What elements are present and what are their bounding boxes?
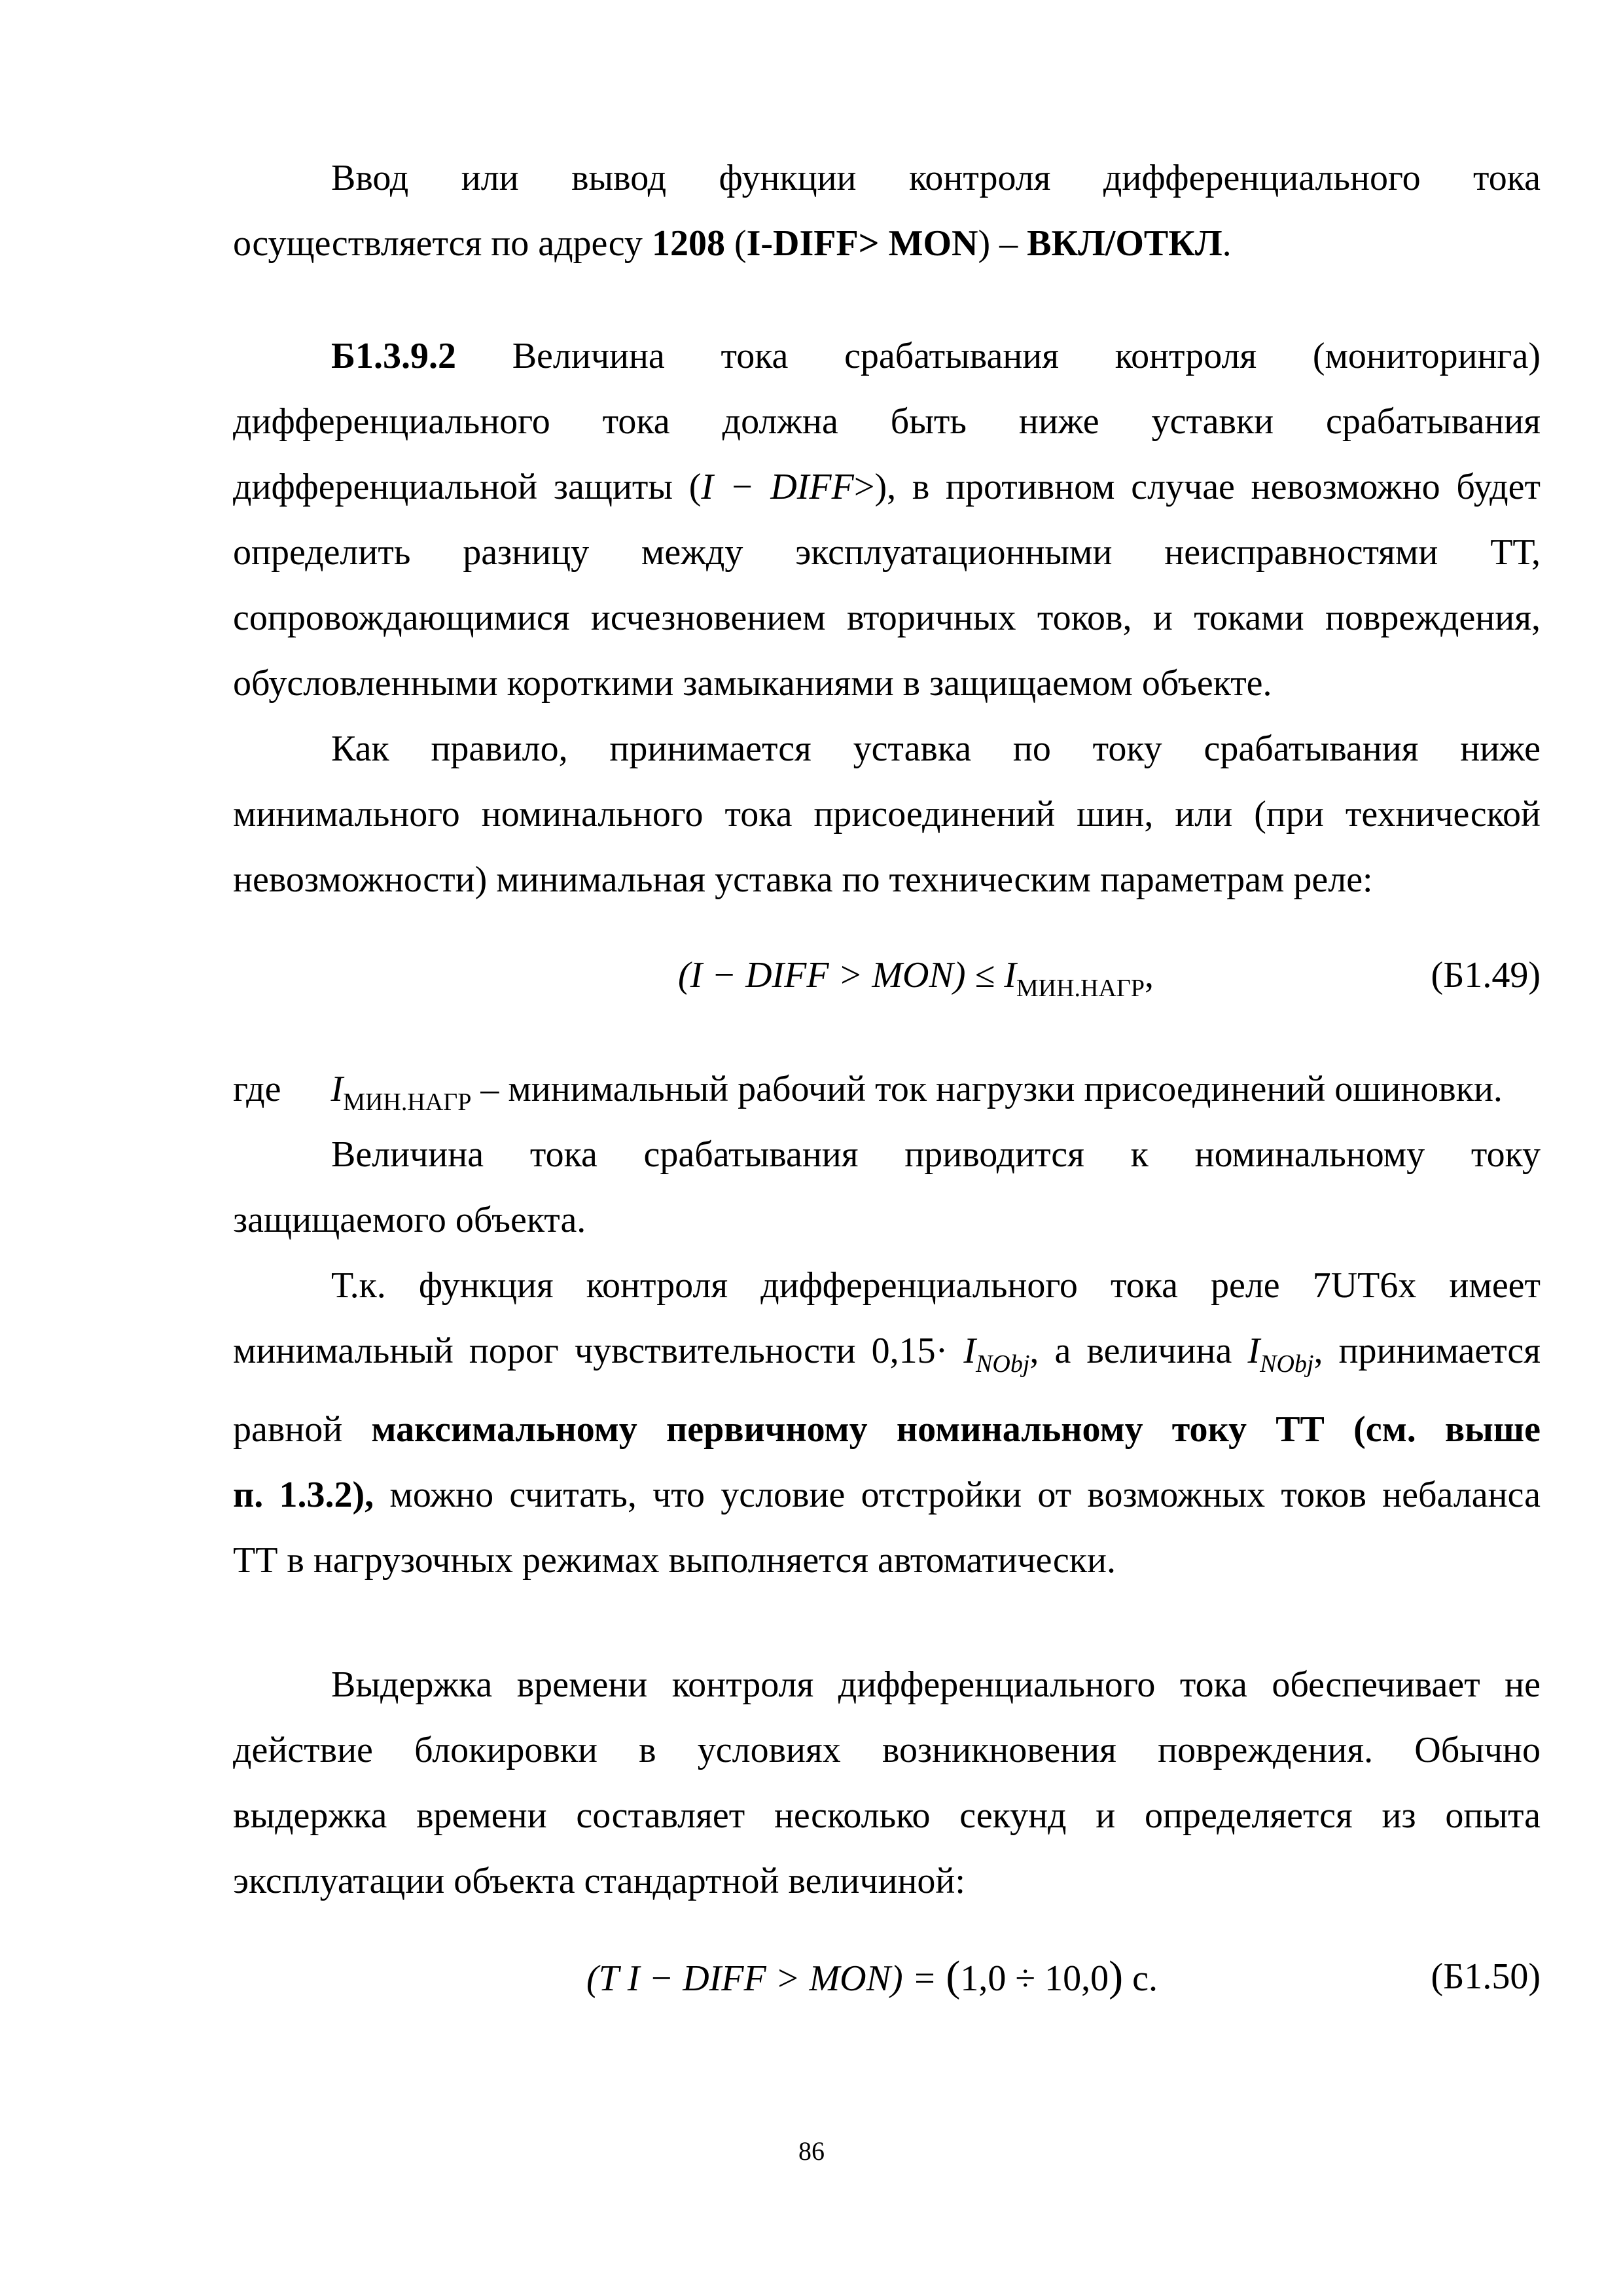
- text: .: [1222, 223, 1232, 264]
- text: минимальный порог чувствительности: [233, 1331, 872, 1371]
- text: определить разницу между эксплуатационными неисправностями ТТ,: [233, 532, 1541, 573]
- text: – минимальный рабочий ток нагрузки присоединений ошиновки.: [471, 1069, 1503, 1109]
- paragraph-5-line-5: [233, 1528, 1541, 1593]
- text: осуществляется по адресу: [233, 223, 652, 264]
- paragraph-2-line-4: [233, 520, 1541, 585]
- paragraph-6-line-3: [233, 1783, 1541, 1848]
- text: (: [724, 223, 747, 264]
- paragraph-5-line-1: [233, 1253, 1541, 1318]
- text: минимального номинального тока присоединений шин, или (при технической: [233, 794, 1541, 834]
- unit: с.: [1123, 1958, 1158, 1999]
- text: , принимается: [1313, 1331, 1541, 1371]
- symbol: I: [963, 1331, 976, 1371]
- text: (I − DIFF > MON) ≤ I: [678, 955, 1016, 996]
- value-range: 1,0 ÷ 10,0: [960, 1958, 1109, 1999]
- subscript: NObj: [1260, 1350, 1314, 1378]
- subscript: МИН.НАГР: [343, 1088, 472, 1116]
- bold-text: максимальному первичному номинальному току ТТ (см. выше: [371, 1409, 1541, 1450]
- text: Выдержка времени контроля дифференциального тока обеспечивает не: [331, 1664, 1541, 1705]
- text: невозможности) минимальная уставка по техническим параметрам реле:: [233, 859, 1373, 900]
- address-number: 1208: [651, 223, 725, 264]
- text: Величина тока срабатывания контроля (мониторинга): [456, 336, 1541, 376]
- equation-number: (Б1.50): [1431, 1956, 1541, 1997]
- text: эксплуатации объекта стандартной величиной:: [233, 1861, 965, 1901]
- bold-text: п. 1.3.2),: [233, 1475, 374, 1515]
- paragraph-2-line-1: [233, 323, 1541, 389]
- text: , а величина: [1029, 1331, 1248, 1371]
- paragraph-6-line-4: [233, 1848, 1541, 1914]
- text: дифференциального тока должна быть ниже уставки срабатывания: [233, 401, 1541, 442]
- text: равной: [233, 1409, 372, 1450]
- subscript: NObj: [976, 1350, 1030, 1378]
- paragraph-3-line-3: [233, 847, 1541, 912]
- formula-inline: I − DIFF: [701, 467, 854, 507]
- paragraph-1-line-1: [233, 145, 1541, 211]
- equation-b1-50: [233, 1944, 1541, 2009]
- text: (T I − DIFF > MON) =: [586, 1958, 946, 1999]
- equation-expression: [586, 1944, 1158, 2011]
- text: Величина тока срабатывания приводится к номинальному току: [331, 1134, 1541, 1175]
- paragraph-3-line-1: [233, 716, 1541, 781]
- paragraph-5-line-2: [233, 1318, 1541, 1397]
- paragraph-2-line-5: [233, 585, 1541, 651]
- text: Как правило, принимается уставка по току срабатывания ниже: [331, 728, 1541, 769]
- equation-b1-49: [233, 942, 1541, 1008]
- paragraph-1-line-2: [233, 211, 1541, 276]
- paragraph-2-line-6: [233, 651, 1541, 716]
- subscript: МИН.НАГР: [1016, 975, 1145, 1002]
- text: дифференциальной защиты (: [233, 467, 702, 507]
- text: Ввод или вывод функции контроля дифференциального тока: [331, 158, 1541, 198]
- text: ТТ в нагрузочных режимах выполняется автоматически.: [233, 1540, 1116, 1581]
- text: Т.к. функция контроля дифференциального тока реле 7UT6х имеет: [331, 1265, 1541, 1306]
- coefficient: 0,15·: [871, 1331, 964, 1371]
- text: ,: [1145, 955, 1154, 996]
- paragraph-6-line-1: [233, 1652, 1541, 1717]
- text: можно считать, что условие отстройки от возможных токов небаланса: [374, 1475, 1541, 1515]
- parameter-value: ВКЛ/ОТКЛ: [1027, 223, 1222, 264]
- text: где: [233, 1069, 281, 1109]
- paren: ): [1109, 1952, 1124, 2000]
- parameter-name: I-DIFF> MON: [746, 223, 978, 264]
- text: защищаемого объекта.: [233, 1200, 586, 1240]
- section-number: Б1.3.9.2: [331, 336, 457, 376]
- text: сопровождающимися исчезновением вторичных токов, и токами повреждения,: [233, 598, 1541, 638]
- text: обусловленными короткими замыканиями в защищаемом объекте.: [233, 663, 1272, 704]
- paragraph-6-line-2: [233, 1717, 1541, 1783]
- text: >), в противном случае невозможно будет: [853, 467, 1541, 507]
- text: ) –: [978, 223, 1027, 264]
- equation-number: (Б1.49): [1431, 955, 1541, 996]
- paragraph-4-line-2: [233, 1187, 1541, 1253]
- text: действие блокировки в условиях возникновения повреждения. Обычно: [233, 1730, 1541, 1770]
- equation-expression: [678, 942, 1154, 1021]
- paragraph-4-line-1: [233, 1122, 1541, 1187]
- page-number: 86: [798, 2136, 825, 2166]
- symbol: I: [1247, 1331, 1260, 1371]
- paragraph-5-line-4: [233, 1462, 1541, 1528]
- paragraph-5-line-3: [233, 1397, 1541, 1462]
- paragraph-3-line-2: [233, 781, 1541, 847]
- paragraph-2-line-3: [233, 454, 1541, 520]
- paren: (: [946, 1952, 961, 2000]
- text: выдержка времени составляет несколько секунд и определяется из опыта: [233, 1795, 1541, 1836]
- paragraph-2-line-2: [233, 389, 1541, 454]
- symbol: I: [330, 1069, 344, 1109]
